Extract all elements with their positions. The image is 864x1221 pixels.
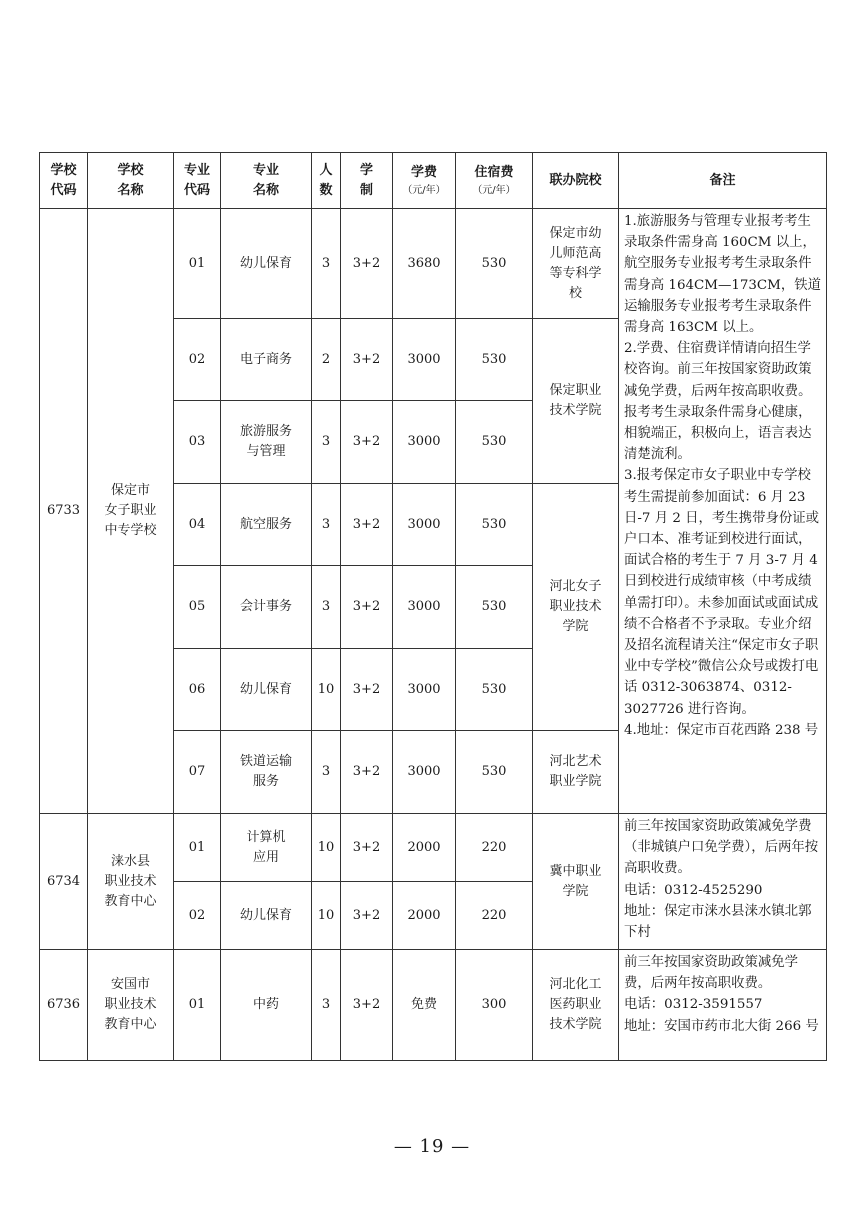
dorm-fee: 220 bbox=[456, 814, 533, 882]
header-note: 备注 bbox=[619, 153, 827, 209]
tuition: 2000 bbox=[393, 882, 456, 950]
header-school-name: 学校 名称 bbox=[88, 153, 174, 209]
partner-college: 河北艺术 职业学院 bbox=[533, 731, 619, 814]
dorm-fee: 220 bbox=[456, 882, 533, 950]
tuition: 3000 bbox=[393, 484, 456, 566]
study-system: 3+2 bbox=[341, 649, 393, 731]
study-system: 3+2 bbox=[341, 566, 393, 649]
partner-college: 河北化工 医药职业 技术学院 bbox=[533, 950, 619, 1061]
major-code: 03 bbox=[174, 401, 221, 484]
major-name: 旅游服务 与管理 bbox=[221, 401, 312, 484]
enroll-count: 3 bbox=[312, 209, 341, 319]
major-name: 幼儿保育 bbox=[221, 649, 312, 731]
study-system: 3+2 bbox=[341, 950, 393, 1061]
school-code: 6733 bbox=[40, 209, 88, 814]
school-code: 6736 bbox=[40, 950, 88, 1061]
table-row bbox=[40, 209, 827, 319]
major-code: 04 bbox=[174, 484, 221, 566]
school-name: 涞水县 职业技术 教育中心 bbox=[88, 814, 174, 950]
major-name: 铁道运输 服务 bbox=[221, 731, 312, 814]
major-code: 01 bbox=[174, 814, 221, 882]
study-system: 3+2 bbox=[341, 882, 393, 950]
study-system: 3+2 bbox=[341, 814, 393, 882]
dorm-fee: 530 bbox=[456, 731, 533, 814]
header-major-code: 专业 代码 bbox=[174, 153, 221, 209]
study-system: 3+2 bbox=[341, 209, 393, 319]
major-name: 会计事务 bbox=[221, 566, 312, 649]
major-code: 01 bbox=[174, 209, 221, 319]
partner-college: 冀中职业 学院 bbox=[533, 814, 619, 950]
enroll-count: 3 bbox=[312, 401, 341, 484]
dorm-fee: 530 bbox=[456, 401, 533, 484]
dorm-fee: 530 bbox=[456, 209, 533, 319]
tuition: 2000 bbox=[393, 814, 456, 882]
header-system: 学 制 bbox=[341, 153, 393, 209]
partner-college: 河北女子 职业技术 学院 bbox=[533, 484, 619, 731]
tuition: 3680 bbox=[393, 209, 456, 319]
note-cell: 前三年按国家资助政策减免学费（非城镇户口免学费），后两年按高职收费。 电话：0312-4525290 地址：保定市涞水县涞水镇北郭下村 bbox=[619, 814, 827, 950]
dorm-fee: 300 bbox=[456, 950, 533, 1061]
major-name: 航空服务 bbox=[221, 484, 312, 566]
major-name: 中药 bbox=[221, 950, 312, 1061]
header-partner: 联办院校 bbox=[533, 153, 619, 209]
header-school-code: 学校 代码 bbox=[40, 153, 88, 209]
tuition: 3000 bbox=[393, 649, 456, 731]
page-number: — 19 — bbox=[393, 1136, 471, 1157]
major-code: 05 bbox=[174, 566, 221, 649]
school-code: 6734 bbox=[40, 814, 88, 950]
study-system: 3+2 bbox=[341, 401, 393, 484]
major-name: 电子商务 bbox=[221, 319, 312, 401]
partner-college: 保定市幼 儿师范高 等专科学 校 bbox=[533, 209, 619, 319]
table-header-row bbox=[40, 153, 827, 209]
note-cell: 1.旅游服务与管理专业报考考生录取条件需身高 160CM 以上，航空服务专业报考考生录取条件需身高 164CM—173CM，铁道运输服务专业报考考生录取条件需身高 163CM 以上。 2.学费、住宿费详情请向招生学校咨询。前三年按国家资助政策减免学费，后两年按高职收费。报考考生录取条件需身心健康，相貌端正，积极向上，语言表达清楚流利。 3.报考保定市女子职业中专学校考生需提前参加面试：6 月 23 日-7 月 2 日，考生携带身份证或户口本、准考证到校进行面试，面试合格的考生于 7 月 3-7 月 4 日到校进行成绩审核（中考成绩单需打印）。未参加面试或面试成绩不合格者不予录取。专业介绍及招名流程请关注“保定市女子职业中专学校”微信公众号或拨打电话 0312-3063874、0312-3027726 进行咨询。 4.地址：保定市百花西路 238 号 bbox=[619, 209, 827, 814]
tuition: 3000 bbox=[393, 566, 456, 649]
school-name: 保定市 女子职业 中专学校 bbox=[88, 209, 174, 814]
study-system: 3+2 bbox=[341, 731, 393, 814]
major-code: 07 bbox=[174, 731, 221, 814]
tuition: 免费 bbox=[393, 950, 456, 1061]
enroll-count: 3 bbox=[312, 484, 341, 566]
enroll-count: 3 bbox=[312, 731, 341, 814]
major-code: 02 bbox=[174, 319, 221, 401]
table-row bbox=[40, 814, 827, 882]
study-system: 3+2 bbox=[341, 319, 393, 401]
partner-college: 保定职业 技术学院 bbox=[533, 319, 619, 484]
enroll-count: 10 bbox=[312, 649, 341, 731]
header-major-name: 专业 名称 bbox=[221, 153, 312, 209]
note-cell: 前三年按国家资助政策减免学费，后两年按高职收费。 电话：0312-3591557 地址：安国市药市北大街 266 号 bbox=[619, 950, 827, 1061]
tuition: 3000 bbox=[393, 401, 456, 484]
dorm-fee: 530 bbox=[456, 484, 533, 566]
table-row bbox=[40, 950, 827, 1061]
enroll-count: 3 bbox=[312, 950, 341, 1061]
major-name: 幼儿保育 bbox=[221, 209, 312, 319]
enroll-count: 2 bbox=[312, 319, 341, 401]
school-name: 安国市 职业技术 教育中心 bbox=[88, 950, 174, 1061]
header-dorm: 住宿费 （元/年） bbox=[456, 153, 533, 209]
major-code: 06 bbox=[174, 649, 221, 731]
major-name: 计算机 应用 bbox=[221, 814, 312, 882]
major-code: 02 bbox=[174, 882, 221, 950]
major-name: 幼儿保育 bbox=[221, 882, 312, 950]
dorm-fee: 530 bbox=[456, 566, 533, 649]
major-code: 01 bbox=[174, 950, 221, 1061]
dorm-fee: 530 bbox=[456, 649, 533, 731]
enroll-count: 10 bbox=[312, 814, 341, 882]
enrollment-table bbox=[39, 152, 827, 1061]
enroll-count: 3 bbox=[312, 566, 341, 649]
enroll-count: 10 bbox=[312, 882, 341, 950]
study-system: 3+2 bbox=[341, 484, 393, 566]
tuition: 3000 bbox=[393, 319, 456, 401]
header-count: 人 数 bbox=[312, 153, 341, 209]
tuition: 3000 bbox=[393, 731, 456, 814]
header-tuition: 学费 （元/年） bbox=[393, 153, 456, 209]
dorm-fee: 530 bbox=[456, 319, 533, 401]
